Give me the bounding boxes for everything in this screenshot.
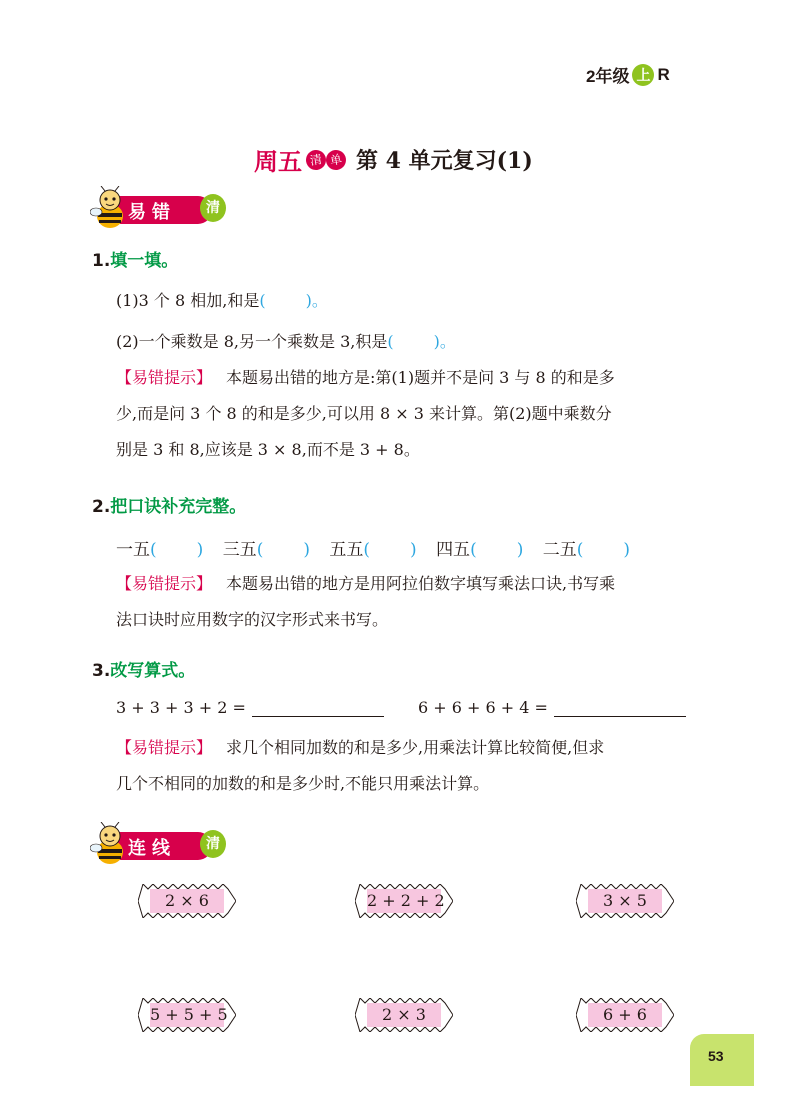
- page-number-tab: [690, 1034, 754, 1086]
- paren-open: (: [259, 291, 266, 310]
- section-banner-easy-errors: [88, 186, 238, 232]
- card-text: 5 + 5 + 5: [150, 1003, 224, 1027]
- expression: 6 + 6 + 6 + 4 =: [418, 698, 548, 717]
- match-card[interactable]: [138, 884, 236, 918]
- page-title: [254, 142, 533, 177]
- q1-tip: [116, 360, 615, 468]
- question-number: 3.: [92, 661, 111, 681]
- qing-char: 清: [304, 148, 327, 171]
- question-2-heading: [92, 492, 246, 517]
- answer-line[interactable]: [252, 698, 384, 717]
- card-text: 6 + 6: [588, 1003, 662, 1027]
- expression: 3 + 3 + 3 + 2 =: [116, 698, 246, 717]
- tip-label: 【易错提示】: [116, 574, 213, 593]
- card-text: 3 × 5: [588, 889, 662, 913]
- question-1-heading: [92, 246, 178, 271]
- grade-prefix: 2年级: [586, 67, 630, 86]
- grade-label: [586, 62, 670, 87]
- q3-expr-2: [418, 698, 686, 717]
- dan-char: 单: [324, 148, 347, 171]
- banner-tag: 清: [200, 830, 226, 858]
- banner-label: 连线: [128, 838, 176, 859]
- tip-line: 法口诀时应用数字的汉字形式来书写。: [116, 610, 389, 629]
- match-card[interactable]: [576, 884, 674, 918]
- banner-tag: 清: [200, 194, 226, 222]
- grade-circle: 上: [632, 64, 654, 86]
- q1-item-1: [116, 288, 328, 311]
- section-banner-connect: [88, 822, 238, 868]
- formula-item: 二五( ): [542, 540, 631, 560]
- question-number: 2.: [92, 497, 111, 517]
- formula-item: 四五( ): [436, 540, 524, 560]
- q3-expr-1: [116, 698, 384, 717]
- title-day: 周五: [254, 148, 302, 176]
- q3-tip: [116, 730, 604, 802]
- paren-close: )。: [433, 332, 456, 351]
- qingdan-badge: [306, 149, 346, 170]
- title-unit: 第 4 单元复习(1): [356, 148, 533, 174]
- question-3-heading: [92, 656, 195, 681]
- tip-line: 本题易出错的地方是:第(1)题并不是问 3 与 8 的和是多: [226, 368, 615, 387]
- banner-label: 易错: [128, 202, 176, 223]
- question-title: 填一填。: [110, 251, 179, 271]
- card-text: 2 + 2 + 2: [367, 889, 441, 913]
- formula-item: 三五( ): [222, 540, 310, 560]
- tip-line: 求几个相同加数的和是多少,用乘法计算比较简便,但求: [226, 738, 605, 757]
- grade-suffix: R: [657, 64, 670, 84]
- match-card[interactable]: [355, 998, 453, 1032]
- question-title: 改写算式。: [110, 661, 196, 681]
- paren-open: (: [387, 332, 394, 351]
- item-text: (2)一个乘数是 8,另一个乘数是 3,积是: [116, 332, 388, 351]
- question-title: 把口诀补充完整。: [110, 497, 247, 517]
- page-number: 53: [708, 1048, 724, 1064]
- match-card[interactable]: [138, 998, 236, 1032]
- tip-line: 少,而是问 3 个 8 的和是多少,可以用 8 × 3 来计算。第(2)题中乘数分: [116, 404, 612, 423]
- q2-tip: [116, 566, 615, 638]
- match-card[interactable]: [355, 884, 453, 918]
- question-number: 1.: [92, 251, 111, 271]
- tip-line: 几个不相同的加数的和是多少时,不能只用乘法计算。: [116, 774, 490, 793]
- formula-item: 一五( ): [116, 540, 204, 560]
- match-card[interactable]: [576, 998, 674, 1032]
- formula-item: 五五( ): [329, 540, 417, 560]
- q1-item-2: [116, 329, 456, 352]
- bee-icon: [90, 186, 130, 232]
- answer-line[interactable]: [554, 698, 686, 717]
- tip-line: 本题易出错的地方是用阿拉伯数字填写乘法口诀,书写乘: [226, 574, 616, 593]
- tip-line: 别是 3 和 8,应该是 3 × 8,而不是 3 + 8。: [116, 440, 420, 459]
- bee-icon: [90, 822, 130, 868]
- tip-label: 【易错提示】: [116, 368, 213, 387]
- card-text: 2 × 3: [367, 1003, 441, 1027]
- card-text: 2 × 6: [150, 889, 224, 913]
- tip-label: 【易错提示】: [116, 738, 213, 757]
- q2-items: [116, 535, 630, 560]
- item-text: (1)3 个 8 相加,和是: [116, 291, 260, 310]
- paren-close: )。: [305, 291, 328, 310]
